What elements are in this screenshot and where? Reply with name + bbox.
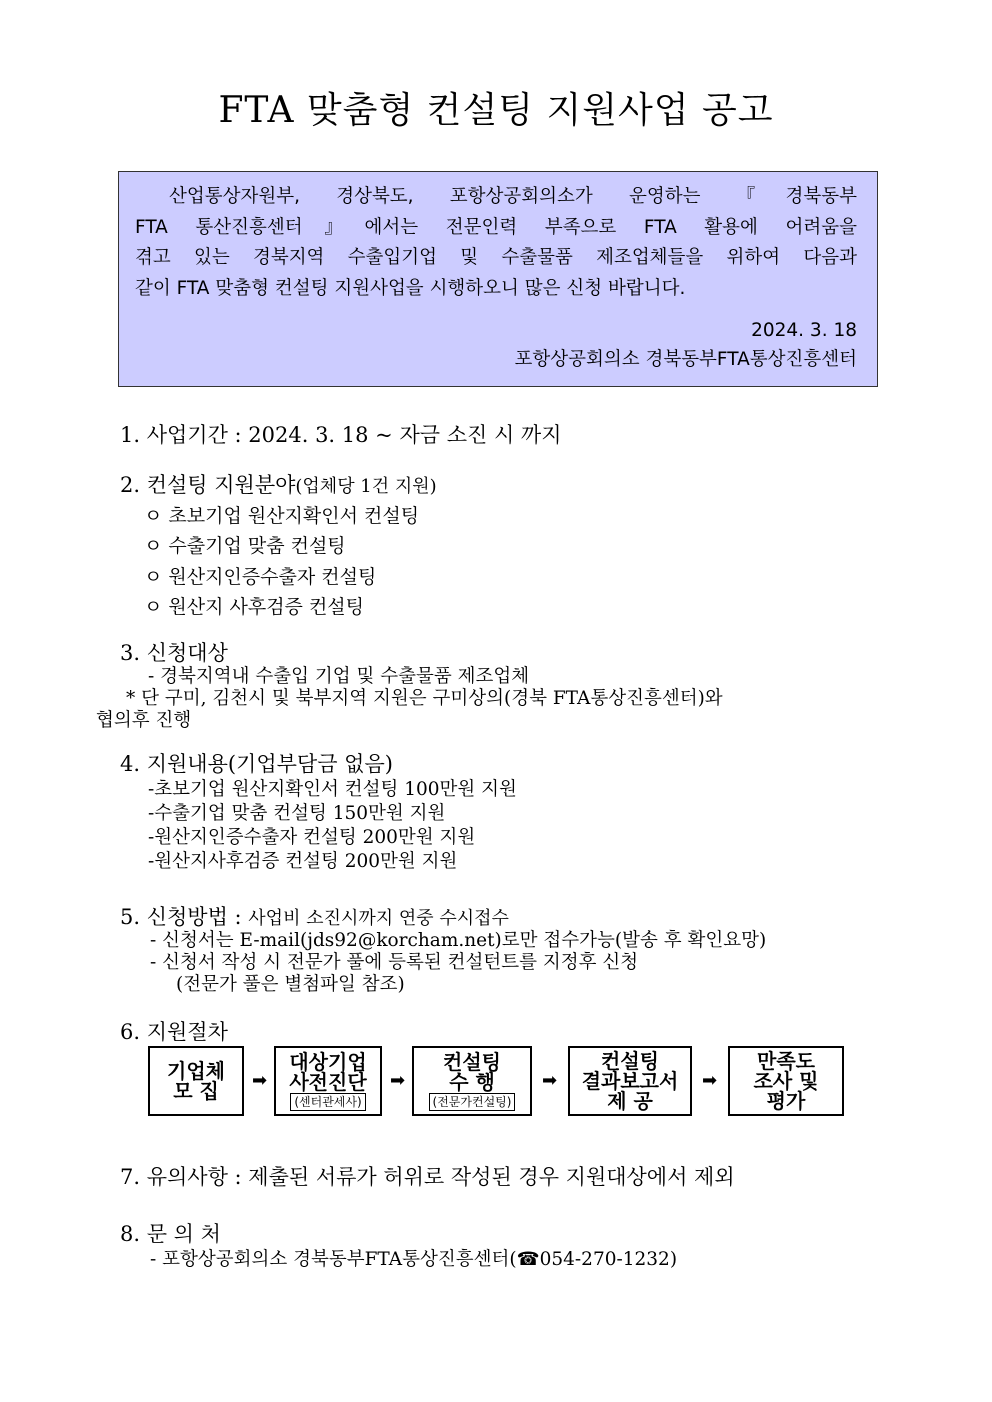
s4-item: -초보기업 원산지확인서 컨설팅 100만원 지원 [148, 779, 517, 800]
section-5-title: 5. 신청방법 : [120, 905, 242, 929]
step-text: 사전진단 [289, 1069, 367, 1094]
s5-line: - 신청서 작성 시 전문가 풀에 등록된 컨설턴트를 지정후 신청 [150, 952, 639, 973]
step-text: 평가 [766, 1089, 806, 1113]
section-2-title: 2. 컨설팅 지원분야 [120, 473, 296, 497]
step-text: 조사 및 [753, 1069, 819, 1093]
s5-line: - 신청서는 E-mail(jds92@korcham.net)로만 접수가능(발송 후 확인요망) [150, 930, 767, 951]
section-8-heading: 8. 문 의 처 [120, 1222, 221, 1246]
s4-item: -수출기업 맞춤 컨설팅 150만원 지원 [148, 803, 446, 824]
phone-icon: ☎ [516, 1249, 540, 1270]
step-text: 제 공 [607, 1089, 653, 1113]
notice-box [118, 171, 878, 387]
s2-item: ㅇ 원산지 사후검증 컨설팅 [144, 596, 365, 618]
step-recruit [148, 1046, 244, 1116]
s3-line: - 경북지역내 수출입 기업 및 수출물품 제조업체 [148, 666, 530, 687]
section-6-heading: 6. 지원절차 [120, 1020, 228, 1044]
notice-body [135, 182, 857, 304]
step-text: 대상기업 [289, 1049, 367, 1074]
section-1-heading: 1. 사업기간 : 2024. 3. 18 ~ 자금 소진 시 까지 [120, 423, 562, 447]
step-text: 기업체 [167, 1059, 225, 1083]
step-diagnosis [274, 1046, 382, 1116]
s2-item: ㅇ 원산지인증수출자 컨설팅 [144, 566, 377, 588]
arrow-right-icon: ➡ [252, 1070, 268, 1091]
s8-line [150, 1245, 677, 1271]
notice-line: 겪고 있는 경북지역 수출입기업 및 수출물품 제조업체들을 위하여 다음과 [135, 247, 857, 268]
s3-line: 협의후 진행 [96, 710, 192, 731]
contact-phone: 054-270-1232) [539, 1249, 678, 1270]
step-report [568, 1046, 692, 1116]
s3-line: * 단 구미, 김천시 및 북부지역 지원은 구미상의(경북 FTA통상진흥센터)와 [126, 688, 723, 709]
s4-item: -원산지인증수출자 컨설팅 200만원 지원 [148, 827, 476, 848]
step-text: 만족도 [757, 1049, 815, 1073]
s2-item: ㅇ 초보기업 원산지확인서 컨설팅 [144, 505, 420, 527]
notice-line: FTA 통산진흥센터』에서는 전문인력 부족으로 FTA 활용에 어려움을 [135, 216, 857, 238]
section-7-heading: 7. 유의사항 : 제출된 서류가 허위로 작성된 경우 지원대상에서 제외 [120, 1165, 735, 1189]
step-text: 컨설팅 [443, 1049, 501, 1074]
s4-item: -원산지사후검증 컨설팅 200만원 지원 [148, 851, 458, 872]
contact-text: - 포항상공회의소 경북동부FTA통상진흥센터( [150, 1249, 517, 1270]
section-2-heading [120, 469, 437, 499]
step-text: 결과보고서 [581, 1069, 679, 1093]
procedure-flow [148, 1046, 848, 1116]
step-survey [728, 1046, 844, 1116]
arrow-right-icon: ➡ [390, 1070, 406, 1091]
notice-line: 산업통상자원부, 경상북도, 포항상공회의소가 운영하는 『경북동부 [169, 186, 857, 207]
step-consulting [412, 1046, 532, 1116]
step-text: 모 집 [173, 1079, 219, 1103]
section-5-note: 사업비 소진시까지 연중 수시접수 [248, 908, 509, 929]
section-2-note: (업체당 1건 지원) [295, 476, 437, 497]
page-title: FTA 맞춤형 컨설팅 지원사업 공고 [218, 90, 774, 131]
step-text: 컨설팅 [601, 1049, 659, 1073]
notice-org: 포항상공회의소 경북동부FTA통상진흥센터 [514, 349, 857, 370]
s5-line: (전문가 풀은 별첨파일 참조) [176, 974, 405, 995]
notice-line: 같이 FTA 맞춤형 컨설팅 지원사업을 시행하오니 많은 신청 바랍니다. [135, 277, 686, 299]
section-4-heading: 4. 지원내용(기업부담금 없음) [120, 752, 393, 776]
arrow-right-icon: ➡ [702, 1070, 718, 1091]
notice-date: 2024. 3. 18 [751, 320, 857, 341]
step-subtext: (센터관세사) [290, 1093, 365, 1111]
arrow-right-icon: ➡ [542, 1070, 558, 1091]
s2-item: ㅇ 수출기업 맞춤 컨설팅 [144, 535, 346, 557]
step-subtext: (전문가컨설팅) [429, 1093, 516, 1111]
step-text: 수 행 [449, 1069, 495, 1094]
section-3-heading: 3. 신청대상 [120, 641, 228, 665]
